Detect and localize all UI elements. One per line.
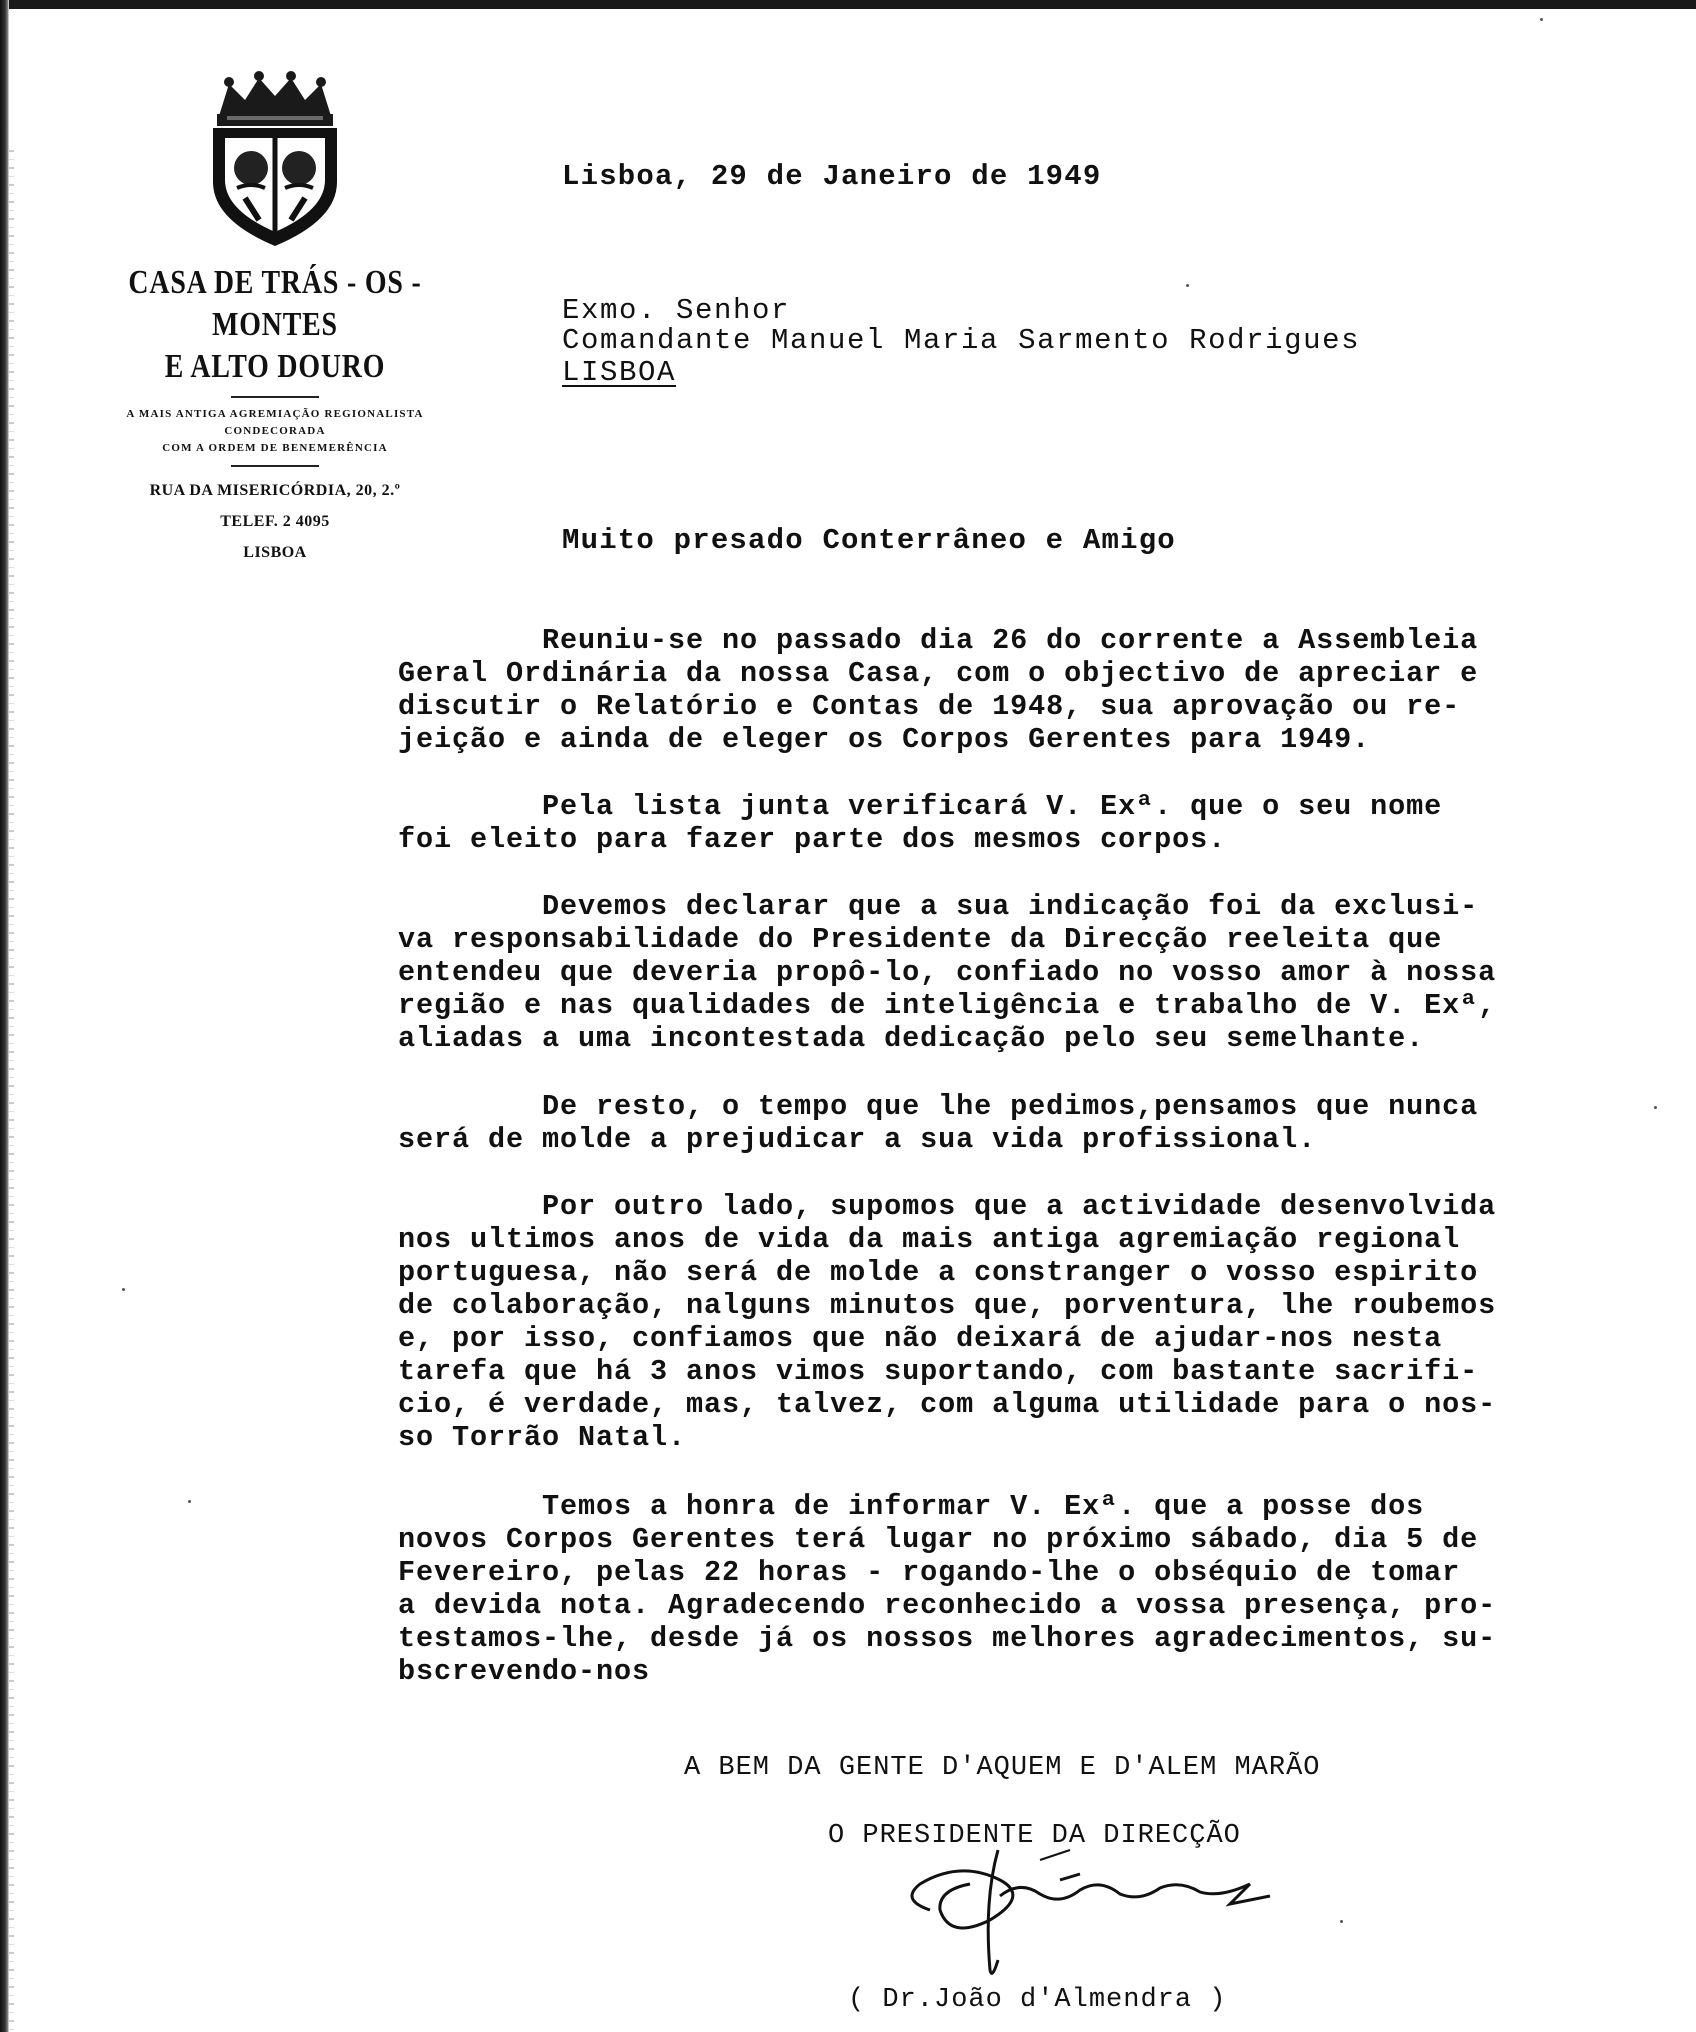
paragraph-2 [398, 790, 1668, 856]
scan-speck [1186, 284, 1189, 287]
org-name-line2: E ALTO DOURO [164, 348, 386, 385]
paragraph-line: entendeu que deveria propô-lo, confiado no vosso amor à nossa [398, 956, 1497, 989]
scan-speck [1340, 1920, 1343, 1923]
paragraph-4 [398, 1090, 1668, 1156]
tagline-line3: COM A ORDEM DE BENEMERÊNCIA [162, 442, 388, 454]
paragraph-line: bscrevendo-nos [398, 1655, 651, 1688]
paragraph-line: foi eleito para fazer parte dos mesmos corpos. [398, 823, 1227, 856]
paragraph-line: De resto, o tempo que lhe pedimos,pensamos que nunca [398, 1090, 1479, 1123]
scan-speck [188, 1500, 191, 1503]
org-name-line1: CASA DE TRÁS - OS - MONTES [128, 264, 422, 343]
paragraph-6 [398, 1490, 1668, 1688]
paragraph-line: será de molde a prejudicar a sua vida profissional. [398, 1123, 1317, 1156]
scan-speck [1540, 18, 1543, 21]
closing-motto: A BEM DA GENTE D'AQUEM E D'ALEM MARÃO [684, 1753, 1321, 1783]
paragraph-line: Devemos declarar que a sua indicação foi da exclusi- [398, 890, 1479, 923]
scan-edge-grain [9, 150, 14, 2030]
recipient-city: LISBOA [562, 356, 677, 389]
paragraph-line: va responsabilidade do Presidente da Direcção reeleita que [398, 923, 1443, 956]
scan-edge-left [0, 0, 9, 2032]
scan-speck [1654, 1106, 1657, 1109]
recipient-salutation: Exmo. Senhor [562, 294, 791, 327]
letterhead-address: RUA DA MISERICÓRDIA, 20, 2.º [149, 482, 401, 499]
paragraph-5 [398, 1190, 1668, 1454]
paragraph-3 [398, 890, 1668, 1055]
divider [231, 465, 319, 467]
paragraph-line: Fevereiro, pelas 22 horas - rogando-lhe o obséquio de tomar [398, 1556, 1461, 1589]
paragraph-line: e, por isso, confiamos que não deixará de ajudar-nos nesta [398, 1322, 1443, 1355]
letterhead [40, 70, 510, 568]
paragraph-line: novos Corpos Gerentes terá lugar no próximo sábado, dia 5 de [398, 1523, 1479, 1556]
greeting: Muito presado Conterrâneo e Amigo [562, 524, 1176, 557]
paragraph-line: Reuniu-se no passado dia 26 do corrente a Assembleia [398, 624, 1479, 657]
paragraph-line: cio, é verdade, mas, talvez, com alguma utilidade para o nos- [398, 1388, 1497, 1421]
paragraph-line: região e nas qualidades de inteligência e trabalho de V. Exª, [398, 989, 1497, 1022]
letterhead-city: LISBOA [243, 544, 307, 561]
tagline-line1: A MAIS ANTIGA AGREMIAÇÃO REGIONALISTA [126, 408, 424, 420]
signature-icon [880, 1840, 1300, 1980]
paragraph-line: jeição e ainda de eleger os Corpos Gerentes para 1949. [398, 723, 1371, 756]
paragraph-line: testamos-lhe, desde já os nossos melhores agradecimentos, su- [398, 1622, 1497, 1655]
paragraph-line: nos ultimos anos de vida da mais antiga agremiação regional [398, 1223, 1461, 1256]
crest-icon [199, 70, 351, 248]
date-line: Lisboa, 29 de Janeiro de 1949 [562, 160, 1102, 193]
paragraph-line: Geral Ordinária da nossa Casa, com o objectivo de apreciar e [398, 657, 1479, 690]
paragraph-line: tarefa que há 3 anos vimos suportando, com bastante sacrifi- [398, 1355, 1479, 1388]
recipient-name: Comandante Manuel Maria Sarmento Rodrigues [562, 324, 1361, 357]
paragraph-line: a devida nota. Agradecendo reconhecido a vossa presença, pro- [398, 1589, 1497, 1622]
tagline-line2: CONDECORADA [224, 425, 326, 437]
paragraph-line: portuguesa, não será de molde a constranger o vosso espirito [398, 1256, 1479, 1289]
paragraph-line: de colaboração, nalguns minutos que, porventura, lhe roubemos [398, 1289, 1497, 1322]
closing-title: O PRESIDENTE DA DIRECÇÃO [828, 1821, 1241, 1851]
paragraph-line: Por outro lado, supomos que a actividade desenvolvida [398, 1190, 1497, 1223]
paragraph-line: Temos a honra de informar V. Exª. que a posse dos [398, 1490, 1425, 1523]
paragraph-line: discutir o Relatório e Contas de 1948, sua aprovação ou re- [398, 690, 1461, 723]
divider [231, 396, 319, 398]
letterhead-phone: TELEF. 2 4095 [220, 513, 330, 530]
paragraph-1 [398, 624, 1668, 756]
paragraph-line: Pela lista junta verificará V. Exª. que o seu nome [398, 790, 1443, 823]
signatory-name: ( Dr.João d'Almendra ) [848, 1985, 1227, 2015]
scan-speck [122, 1288, 125, 1291]
scan-edge-top [0, 0, 1696, 9]
paragraph-line: so Torrão Natal. [398, 1421, 687, 1454]
paragraph-line: aliadas a uma incontestada dedicação pelo seu semelhante. [398, 1022, 1425, 1055]
